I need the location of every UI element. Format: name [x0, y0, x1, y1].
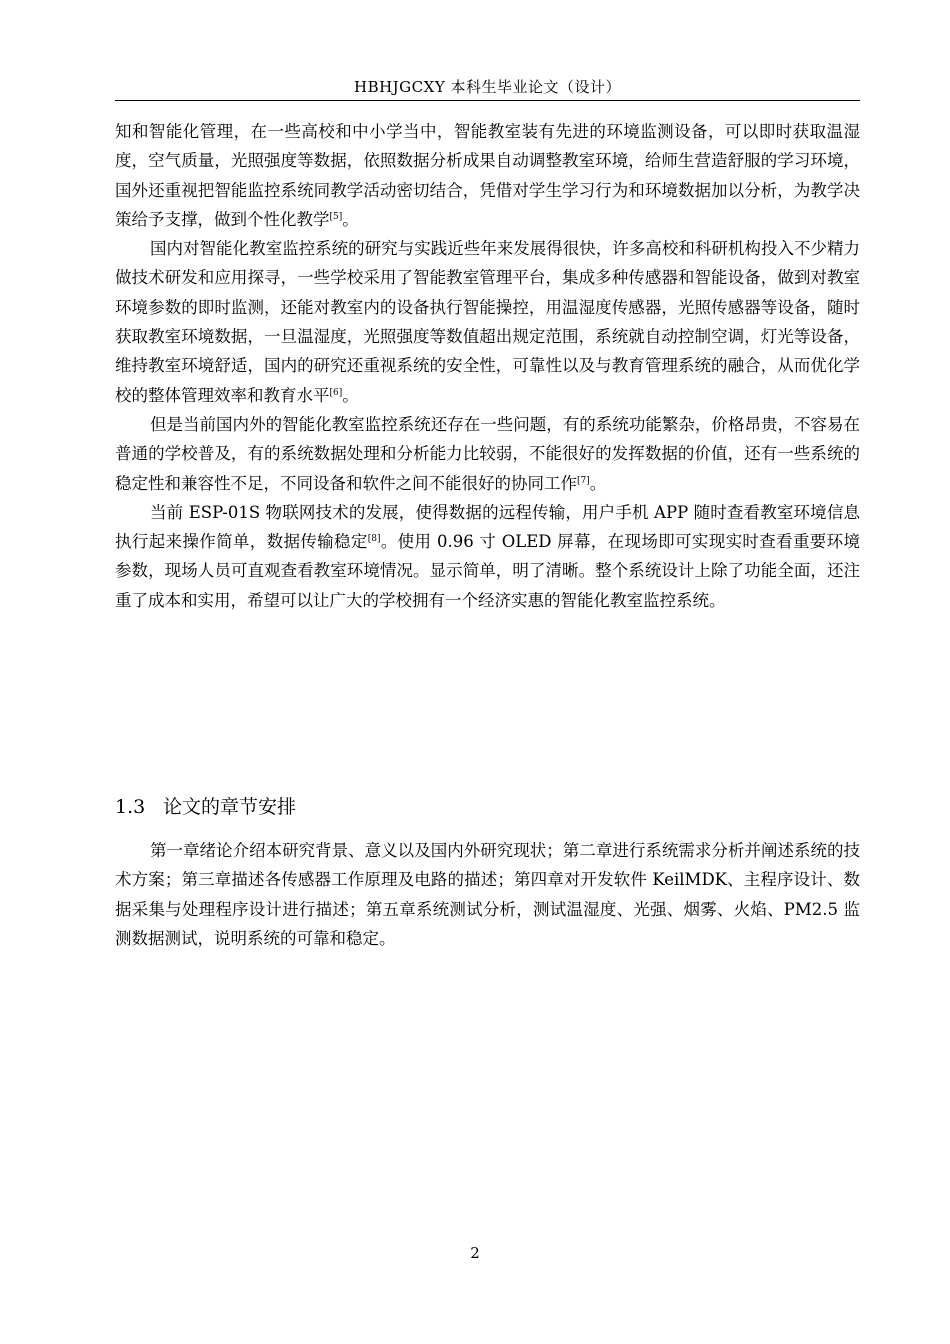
paragraph-tail: 。使用 0.96 寸 OLED 屏幕，在现场即可实现实时查看重要环境参数，现场人员可直观查看教室环境情况。显示简单，明了清晰。整个系统设计上除了功能全面，还注重了成本和实用，希望可以让广大的学校拥有一个经济实惠的智能化教室监控系统。 — [115, 532, 861, 610]
body-text — [115, 117, 860, 615]
paragraph — [115, 410, 860, 498]
paragraph-text: 知和智能化管理，在一些高校和中小学当中，智能教室装有先进的环境监测设备，可以即时获取温湿度，空气质量，光照强度等数据，依照数据分析成果自动调整教室环境，给师生营造舒服的学习环境，国外还重视把智能监控系统同教学活动密切结合，凭借对学生学习行为和环境数据加以分析，为教学决策给予支撑，做到个性化教学 — [115, 122, 860, 229]
paragraph-tail: 。 — [342, 209, 359, 229]
paragraph-tail: 。 — [342, 385, 359, 405]
paragraph-text: 但是当前国内外的智能化教室监控系统还存在一些问题，有的系统功能繁杂，价格昂贵，不容易在普通的学校普及，有的系统数据处理和分析能力比较弱，不能很好的发挥数据的价值，还有一些系统的稳定性和兼容性不足，不同设备和软件之间不能很好的协同工作 — [115, 414, 860, 493]
citation-ref: [6] — [329, 387, 343, 398]
citation-ref: [8] — [367, 534, 381, 545]
paragraph — [115, 234, 860, 410]
paragraph — [115, 117, 860, 234]
section-body-text — [115, 836, 860, 953]
paragraph — [115, 498, 860, 615]
section-heading — [115, 792, 296, 822]
paragraph: 第一章绪论介绍本研究背景、意义以及国内外研究现状；第二章进行系统需求分析并阐述系统的技术方案；第三章描述各传感器工作原理及电路的描述；第四章对开发软件 KeilMDK、主程序设计、数据采集与处理程序设计进行描述；第五章系统测试分析，测试温湿度、光强、烟雾、火焰、PM2.5 监测数据测试，说明系统的可靠和稳定。 — [115, 841, 860, 948]
paragraph-text: 当前 ESP-01S 物联网技术的发展，使得数据的远程传输，用户手机 APP 随时查看教室环境信息执行起来操作简单，数据传输稳定 — [115, 502, 860, 552]
section-number: 1.3 — [115, 796, 146, 818]
page-number: 2 — [470, 1244, 480, 1262]
paragraph-text: 国内对智能化教室监控系统的研究与实践近些年来发展得很快，许多高校和科研机构投入不少精力做技术研发和应用探寻，一些学校采用了智能教室管理平台，集成多种传感器和智能设备，做到对教室环境参数的即时监测，还能对教室内的设备执行智能操控，用温湿度传感器，光照传感器等设备，随时获取教室环境数据，一旦温湿度，光照强度等数值超出规定范围，系统就自动控制空调，灯光等设备，维持教室环境舒适，国内的研究还重视系统的安全性，可靠性以及与教育管理系统的融合，从而优化学校的整体管理效率和教育水平 — [115, 239, 860, 405]
citation-ref: [5] — [329, 211, 343, 222]
header-rule — [115, 100, 860, 101]
running-header: HBHJGCXY 本科生毕业论文（设计） — [353, 78, 621, 96]
citation-ref: [7] — [577, 475, 590, 486]
section-title: 论文的章节安排 — [163, 796, 297, 818]
paragraph-tail: 。 — [589, 473, 607, 493]
